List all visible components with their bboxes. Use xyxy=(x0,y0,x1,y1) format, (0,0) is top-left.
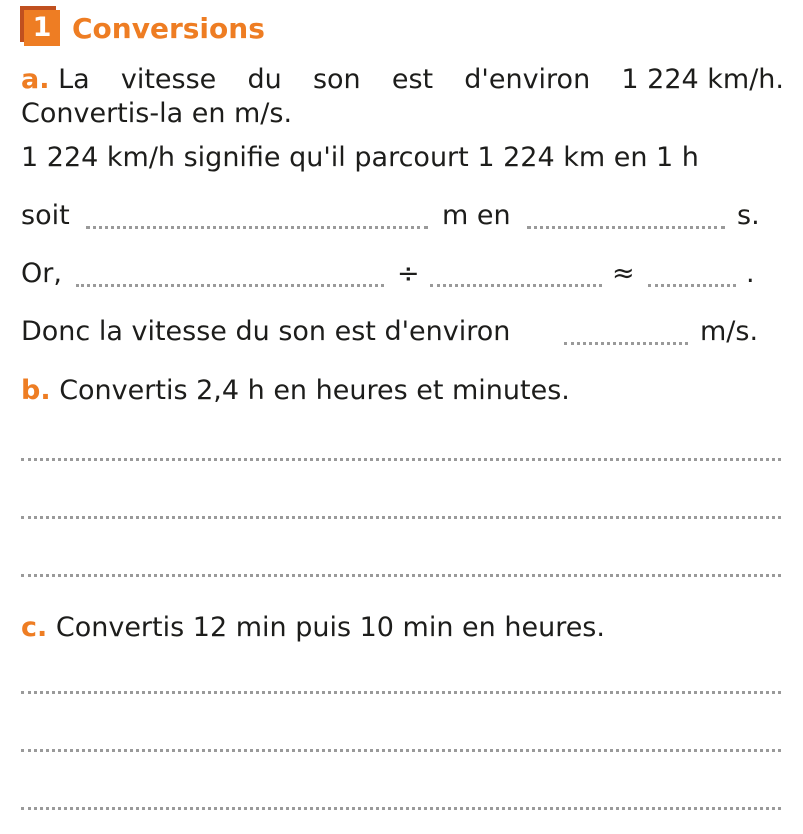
statement-word: son xyxy=(312,64,361,95)
part-a-line1: 1 224 km/h signifie qu'il parcourt 1 224 km en 1 h xyxy=(21,142,699,173)
answer-line[interactable] xyxy=(21,749,781,752)
part-c-label: c. xyxy=(21,612,48,643)
statement-word: 1 224 km/h. xyxy=(621,64,784,95)
part-a-soit-label: soit xyxy=(21,200,70,231)
part-a-unit: m/s. xyxy=(700,316,759,347)
part-a-or-label: Or, xyxy=(21,258,62,289)
answer-line[interactable] xyxy=(21,807,781,810)
fill-blank-divisor[interactable] xyxy=(430,262,602,287)
answer-line[interactable] xyxy=(21,574,781,577)
fill-blank-seconds[interactable] xyxy=(527,204,725,229)
part-a-statement xyxy=(21,62,784,98)
statement-word: du xyxy=(247,64,282,95)
part-b-statement xyxy=(21,373,570,409)
fill-blank-speed[interactable] xyxy=(564,320,688,345)
part-a-statement-line2: Convertis-la en m/s. xyxy=(21,98,293,129)
exercise-number-badge xyxy=(20,6,60,44)
part-a-label: a. xyxy=(21,64,50,95)
fill-blank-dividend[interactable] xyxy=(76,262,384,287)
period: . xyxy=(746,258,755,289)
part-b-label: b. xyxy=(21,375,51,406)
part-b-text: Convertis 2,4 h en heures et minutes. xyxy=(59,375,570,406)
part-a-conclusion: Donc la vitesse du son est d'environ xyxy=(21,316,511,347)
approx-symbol: ≈ xyxy=(612,258,635,289)
part-a-s-end: s. xyxy=(737,200,760,231)
statement-word: d'environ xyxy=(464,64,591,95)
fill-blank-meters[interactable] xyxy=(86,204,428,229)
answer-line[interactable] xyxy=(21,516,781,519)
answer-line[interactable] xyxy=(21,458,781,461)
part-c-text: Convertis 12 min puis 10 min en heures. xyxy=(55,612,605,643)
exercise-number: 1 xyxy=(24,10,60,46)
exercise-title: Conversions xyxy=(72,12,265,45)
answer-line[interactable] xyxy=(21,691,781,694)
part-c-statement xyxy=(21,610,605,646)
divide-symbol: ÷ xyxy=(397,258,420,289)
statement-word: est xyxy=(391,64,434,95)
statement-word: vitesse xyxy=(120,64,217,95)
part-a-m-en: m en xyxy=(442,200,511,231)
fill-blank-result[interactable] xyxy=(648,262,736,287)
part-a-first-word: a. La xyxy=(21,64,90,95)
